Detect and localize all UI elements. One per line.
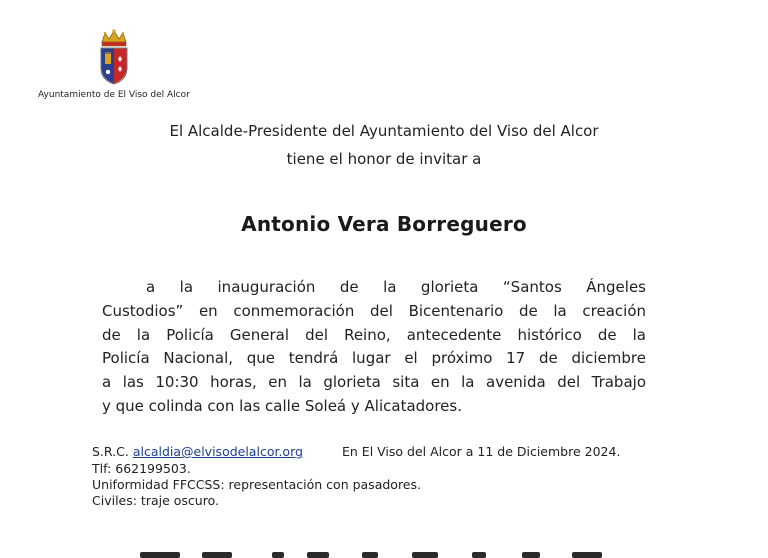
cut-off-signature: [132, 546, 652, 558]
body-line: de la Policía General del Reino, antecedente histórico de la: [102, 325, 646, 344]
org-name: Ayuntamiento de El Viso del Alcor: [38, 90, 190, 100]
invitation-body: [102, 276, 646, 419]
civilians-line: Civiles: traje oscuro.: [92, 493, 219, 508]
src-label: S.R.C.: [92, 444, 129, 459]
place-date: En El Viso del Alcor a 11 de Diciembre 2024.: [342, 444, 621, 459]
body-line: a las 10:30 horas, en la glorieta sita en la avenida del Trabajo: [102, 373, 646, 392]
phone-line: Tlf: 662199503.: [92, 461, 191, 476]
municipal-crest-logo: [96, 28, 132, 86]
body-line: a la inauguración de la glorieta “Santos Ángeles: [146, 278, 646, 296]
body-line: Custodios” en conmemoración del Bicentenario de la creación: [102, 301, 646, 320]
rsvp-line: [92, 444, 303, 459]
body-line: y que colinda con las calle Soleá y Alicatadores.: [102, 396, 462, 415]
uniform-line: Uniformidad FFCCSS: representación con pasadores.: [92, 477, 421, 492]
guest-name: Antonio Vera Borreguero: [241, 212, 527, 236]
intro-line-2: tiene el honor de invitar a: [286, 150, 482, 168]
intro-line-1: El Alcalde-Presidente del Ayuntamiento del Viso del Alcor: [169, 122, 599, 140]
body-line: Policía Nacional, que tendrá lugar el próximo 17 de diciembre: [102, 349, 646, 368]
rsvp-email-link[interactable]: alcaldia@elvisodelalcor.org: [132, 444, 303, 459]
